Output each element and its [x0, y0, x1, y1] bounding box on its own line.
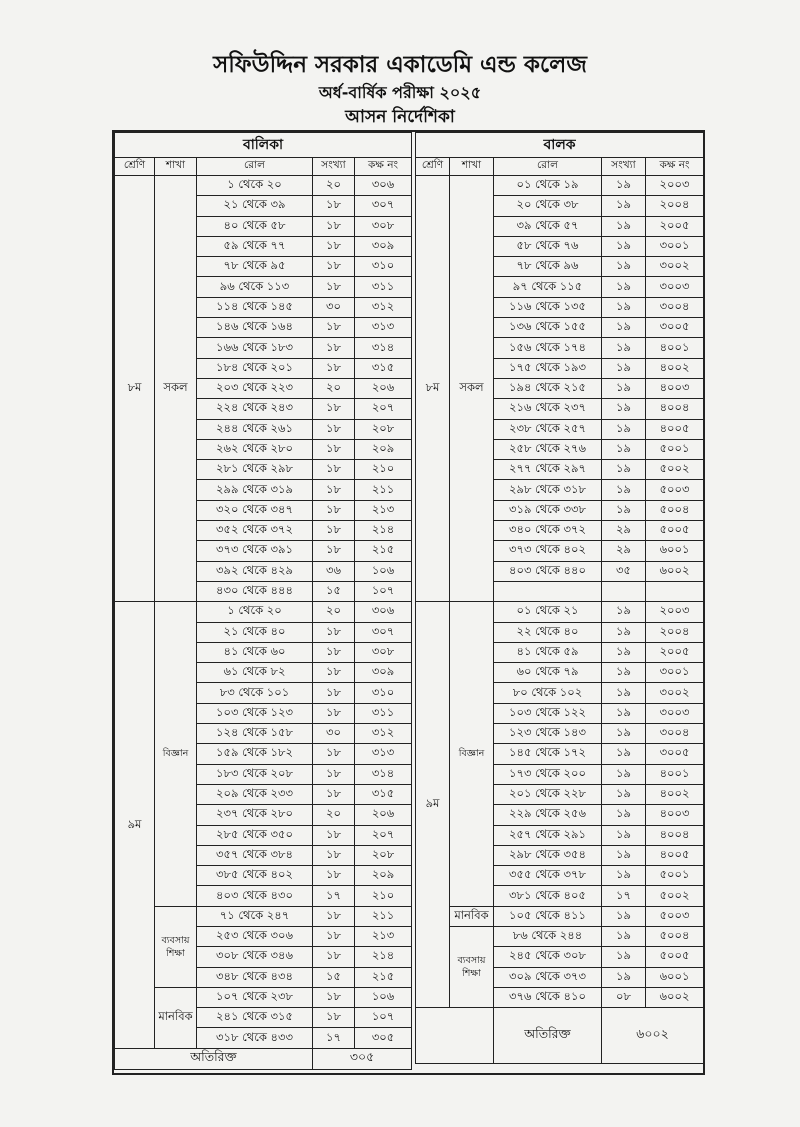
table-row [115, 602, 412, 622]
room-cell: ৫০০৩ [646, 480, 704, 500]
count-cell: ১৭ [313, 886, 355, 906]
roll-range-cell: ৩৫৫ থেকে ৩৭৮ [494, 866, 602, 886]
room-cell: ৪০০২ [646, 784, 704, 804]
room-cell: ২০৮ [355, 845, 412, 865]
room-cell: ৩১০ [355, 257, 412, 277]
room-cell: ২১৩ [355, 926, 412, 946]
count-cell: ১৯ [602, 500, 646, 520]
roll-range-cell: ৭৮ থেকে ৯৬ [494, 257, 602, 277]
count-cell: ১৯ [602, 439, 646, 459]
count-cell: ১৯ [602, 744, 646, 764]
col-header-count: সংখ্যা [602, 158, 646, 176]
room-cell: ৪০০১ [646, 764, 704, 784]
roll-range-cell: ৭১ থেকে ২৪৭ [197, 906, 313, 926]
room-cell: ৫০০২ [646, 460, 704, 480]
room-cell: ৩০০১ [646, 663, 704, 683]
branch-cell: বিজ্ঞান [450, 602, 494, 906]
roll-range-cell: ২৮১ থেকে ২৯৮ [197, 460, 313, 480]
room-cell: ৬০০২ [646, 561, 704, 581]
count-cell: ১৯ [602, 216, 646, 236]
count-cell: ১৮ [313, 257, 355, 277]
count-cell: ৩৫ [602, 561, 646, 581]
extra-row [416, 1008, 704, 1064]
roll-range-cell: ৮৬ থেকে ২৪৪ [494, 926, 602, 946]
count-cell: ১৮ [313, 947, 355, 967]
roll-range-cell: ৪০৩ থেকে ৪৩০ [197, 886, 313, 906]
room-cell: ৩০৬ [355, 602, 412, 622]
roll-range-cell: ২৩৮ থেকে ২৫৭ [494, 419, 602, 439]
count-cell: ১৯ [602, 642, 646, 662]
room-cell: ৪০০৪ [646, 399, 704, 419]
roll-range-cell: ১০৩ থেকে ১২২ [494, 703, 602, 723]
count-cell: ৩৬ [313, 561, 355, 581]
branch-cell: বিজ্ঞান [155, 602, 197, 906]
room-cell: ২০৯ [355, 439, 412, 459]
count-cell: ১৮ [313, 541, 355, 561]
roll-range-cell: ২২৯ থেকে ২৫৬ [494, 805, 602, 825]
institution-name: সফিউদ্দিন সরকার একাডেমি এন্ড কলেজ [213, 52, 587, 78]
room-cell: ২০০৫ [646, 216, 704, 236]
branch-cell: ব্যবসায় শিক্ষা [450, 926, 494, 1007]
roll-range-cell: ০১ থেকে ১৯ [494, 176, 602, 196]
extra-room: ৬০০২ [602, 1008, 704, 1064]
room-cell: ৩০৭ [355, 622, 412, 642]
roll-range-cell: ৯৭ থেকে ১১৫ [494, 277, 602, 297]
count-cell: ১৯ [602, 784, 646, 804]
count-cell: ১৯ [602, 663, 646, 683]
roll-range-cell: ৩৭৩ থেকে ৩৯১ [197, 541, 313, 561]
roll-range-cell: ৩৮১ থেকে ৪০৫ [494, 886, 602, 906]
table-row [115, 176, 412, 196]
room-cell: ২১৩ [355, 500, 412, 520]
room-cell: ৫০০৪ [646, 500, 704, 520]
count-cell: ২০ [313, 378, 355, 398]
roll-range-cell: ৫৮ থেকে ৭৬ [494, 236, 602, 256]
col-header-count: সংখ্যা [313, 158, 355, 176]
room-cell: ৩০৯ [355, 236, 412, 256]
room-cell: ২১১ [355, 480, 412, 500]
count-cell: ২৯ [602, 541, 646, 561]
roll-range-cell: ৩০৯ থেকে ৩৭৩ [494, 967, 602, 987]
room-cell: ১০৬ [355, 561, 412, 581]
roll-range-cell: ৪১ থেকে ৫৯ [494, 642, 602, 662]
count-cell: ১৮ [313, 866, 355, 886]
room-cell: ১০৬ [355, 987, 412, 1007]
col-header-roll: রোল [494, 158, 602, 176]
room-cell: ২০৭ [355, 399, 412, 419]
room-cell: ২০৬ [355, 805, 412, 825]
count-cell: ১৮ [313, 521, 355, 541]
roll-range-cell: ৩৭৩ থেকে ৪০২ [494, 541, 602, 561]
room-cell: ১০৭ [355, 581, 412, 601]
room-cell: ২১১ [355, 906, 412, 926]
count-cell: ২০ [313, 176, 355, 196]
table-row [115, 987, 412, 1007]
room-cell: ৩০৮ [355, 642, 412, 662]
col-header-room: কক্ষ নং [646, 158, 704, 176]
roll-range-cell [494, 581, 602, 601]
roll-range-cell: ২০১ থেকে ২২৮ [494, 784, 602, 804]
col-header-branch: শাখা [450, 158, 494, 176]
count-cell: ১৯ [602, 683, 646, 703]
room-cell: ৫০০৫ [646, 521, 704, 541]
room-cell: ৩১১ [355, 277, 412, 297]
roll-range-cell: ১৮৩ থেকে ২০৮ [197, 764, 313, 784]
roll-range-cell: ৪১ থেকে ৬০ [197, 642, 313, 662]
roll-range-cell: ২৭৭ থেকে ২৯৭ [494, 460, 602, 480]
roll-range-cell: ৩৪৮ থেকে ৪৩৪ [197, 967, 313, 987]
document-title: আসন নির্দেশিকা [345, 107, 455, 127]
room-cell: ২০০৩ [646, 176, 704, 196]
roll-range-cell: ১৫৯ থেকে ১৮২ [197, 744, 313, 764]
room-cell: ৫০০৩ [646, 906, 704, 926]
branch-cell: মানবিক [450, 906, 494, 926]
room-cell: ৩১৩ [355, 318, 412, 338]
room-cell: ৩১২ [355, 297, 412, 317]
count-cell: ১৯ [602, 460, 646, 480]
count-cell: ১৮ [313, 926, 355, 946]
girls-title: বালিকা [115, 133, 412, 158]
roll-range-cell: ২৯৮ থেকে ৩১৮ [494, 480, 602, 500]
roll-range-cell: ২৪৫ থেকে ৩০৮ [494, 947, 602, 967]
extra-label: অতিরিক্ত [494, 1008, 602, 1064]
count-cell: ১৯ [602, 845, 646, 865]
count-cell: ১৯ [602, 967, 646, 987]
count-cell: ১৯ [602, 926, 646, 946]
room-cell: ২০৮ [355, 419, 412, 439]
count-cell: ২০ [313, 602, 355, 622]
roll-range-cell: ১৩৬ থেকে ১৫৫ [494, 318, 602, 338]
room-cell: ৫০০১ [646, 866, 704, 886]
count-cell: ১৮ [313, 399, 355, 419]
count-cell: ১৮ [313, 683, 355, 703]
roll-range-cell: ২১ থেকে ৪০ [197, 622, 313, 642]
count-cell: ১৮ [313, 764, 355, 784]
room-cell: ৩০০৩ [646, 277, 704, 297]
count-cell: ১৮ [313, 703, 355, 723]
roll-range-cell: ১৪৫ থেকে ১৭২ [494, 744, 602, 764]
roll-range-cell: ১১৪ থেকে ১৪৫ [197, 297, 313, 317]
count-cell: ১৮ [313, 906, 355, 926]
count-cell: ১৮ [313, 845, 355, 865]
roll-range-cell: ২০৩ থেকে ২২৩ [197, 378, 313, 398]
roll-range-cell: ৯৬ থেকে ১১৩ [197, 277, 313, 297]
room-cell: ৩০৮ [355, 216, 412, 236]
roll-range-cell: ৩১৯ থেকে ৩৩৮ [494, 500, 602, 520]
extra-row [115, 1048, 412, 1069]
room-cell: ২০০৪ [646, 622, 704, 642]
roll-range-cell: ১১৬ থেকে ১৩৫ [494, 297, 602, 317]
roll-range-cell: ২৮৫ থেকে ৩৫০ [197, 825, 313, 845]
room-cell: ১০৭ [355, 1008, 412, 1028]
count-cell: ১৮ [313, 784, 355, 804]
roll-range-cell: ২২ থেকে ৪০ [494, 622, 602, 642]
count-cell: ১৫ [313, 967, 355, 987]
count-cell [602, 581, 646, 601]
count-cell: ১৯ [602, 480, 646, 500]
room-cell: ২১৪ [355, 521, 412, 541]
room-cell: ৪০০৪ [646, 825, 704, 845]
roll-range-cell: ৩৯ থেকে ৫৭ [494, 216, 602, 236]
count-cell: ০৮ [602, 987, 646, 1007]
room-cell: ২১৫ [355, 967, 412, 987]
branch-cell: সকল [155, 176, 197, 602]
room-cell: ৫০০২ [646, 886, 704, 906]
room-cell: ৩১৪ [355, 764, 412, 784]
count-cell: ৩০ [313, 297, 355, 317]
exam-title: অর্ধ-বার্ষিক পরীক্ষা ২০২৫ [318, 83, 482, 102]
count-cell: ১৮ [313, 622, 355, 642]
room-cell: ৩০০৪ [646, 297, 704, 317]
roll-range-cell: ১০৫ থেকে ৪১১ [494, 906, 602, 926]
count-cell: ১৯ [602, 358, 646, 378]
count-cell: ৩০ [313, 724, 355, 744]
class-cell: ৮ম [115, 176, 155, 602]
count-cell: ১৮ [313, 642, 355, 662]
count-cell: ১৯ [602, 602, 646, 622]
roll-range-cell: ৪০৩ থেকে ৪৪০ [494, 561, 602, 581]
room-cell: ৩১০ [355, 683, 412, 703]
room-cell: ৪০০২ [646, 358, 704, 378]
count-cell: ১৯ [602, 622, 646, 642]
room-cell: ৬০০২ [646, 987, 704, 1007]
count-cell: ২৯ [602, 521, 646, 541]
roll-range-cell: ২৯৮ থেকে ৩৫৪ [494, 845, 602, 865]
count-cell: ১৯ [602, 318, 646, 338]
roll-range-cell: ১৭৩ থেকে ২০০ [494, 764, 602, 784]
roll-range-cell: ১০৩ থেকে ১২৩ [197, 703, 313, 723]
room-cell: ২০৯ [355, 866, 412, 886]
col-header-branch: শাখা [155, 158, 197, 176]
roll-range-cell: ২৩৭ থেকে ২৮০ [197, 805, 313, 825]
count-cell: ১৮ [313, 216, 355, 236]
room-cell: ৫০০৫ [646, 947, 704, 967]
room-cell: ৩০০৫ [646, 318, 704, 338]
roll-range-cell: ৬১ থেকে ৮২ [197, 663, 313, 683]
room-cell: ৫০০১ [646, 439, 704, 459]
room-cell: ২০০৩ [646, 602, 704, 622]
col-header-class: শ্রেণি [115, 158, 155, 176]
roll-range-cell: ২৬২ থেকে ২৮০ [197, 439, 313, 459]
room-cell: ৪০০৩ [646, 378, 704, 398]
roll-range-cell: ২৫৩ থেকে ৩০৬ [197, 926, 313, 946]
room-cell: ২০০৪ [646, 196, 704, 216]
room-cell: ৪০০১ [646, 338, 704, 358]
class-cell: ৮ম [416, 176, 450, 602]
room-cell: ২১০ [355, 460, 412, 480]
roll-range-cell: ২৫৮ থেকে ২৭৬ [494, 439, 602, 459]
count-cell: ১৯ [602, 866, 646, 886]
roll-range-cell: ৩৪০ থেকে ৩৭২ [494, 521, 602, 541]
room-cell: ৩০০১ [646, 236, 704, 256]
count-cell: ১৯ [602, 277, 646, 297]
count-cell: ১৯ [602, 176, 646, 196]
roll-range-cell: ১২৪ থেকে ১৫৮ [197, 724, 313, 744]
table-row [416, 926, 704, 946]
count-cell: ১৮ [313, 987, 355, 1007]
roll-range-cell: ০১ থেকে ২১ [494, 602, 602, 622]
room-cell: ৩১৫ [355, 358, 412, 378]
count-cell: ১৯ [602, 906, 646, 926]
class-cell: ৯ম [416, 602, 450, 1008]
roll-range-cell: ২০৯ থেকে ২৩৩ [197, 784, 313, 804]
roll-range-cell: ৩৫৭ থেকে ৩৮৪ [197, 845, 313, 865]
count-cell: ১৮ [313, 460, 355, 480]
room-cell: ৩০৯ [355, 663, 412, 683]
room-cell [646, 581, 704, 601]
roll-range-cell: ৩৮৫ থেকে ৪০২ [197, 866, 313, 886]
count-cell: ১৯ [602, 764, 646, 784]
roll-range-cell: ৪৩০ থেকে ৪৪৪ [197, 581, 313, 601]
roll-range-cell: ২২৪ থেকে ২৪৩ [197, 399, 313, 419]
count-cell: ১৮ [313, 318, 355, 338]
roll-range-cell: ১ থেকে ২০ [197, 602, 313, 622]
count-cell: ১৯ [602, 378, 646, 398]
room-cell: ৩০০৩ [646, 703, 704, 723]
room-cell: ৩১১ [355, 703, 412, 723]
count-cell: ১৮ [313, 500, 355, 520]
roll-range-cell: ২৪১ থেকে ৩১৫ [197, 1008, 313, 1028]
roll-range-cell: ২১ থেকে ৩৯ [197, 196, 313, 216]
room-cell: ২১৪ [355, 947, 412, 967]
table-row [416, 602, 704, 622]
roll-range-cell: ৮৩ থেকে ১০১ [197, 683, 313, 703]
room-cell: ৩১৩ [355, 744, 412, 764]
room-cell: ৫০০৪ [646, 926, 704, 946]
roll-range-cell: ২৯৯ থেকে ৩১৯ [197, 480, 313, 500]
count-cell: ১৮ [313, 196, 355, 216]
count-cell: ১৯ [602, 703, 646, 723]
count-cell: ১৯ [602, 825, 646, 845]
count-cell: ১৮ [313, 419, 355, 439]
roll-range-cell: ৩৯২ থেকে ৪২৯ [197, 561, 313, 581]
room-cell: ৩০৭ [355, 196, 412, 216]
room-cell: ৩০০২ [646, 257, 704, 277]
boys-seat-table [415, 132, 704, 1064]
count-cell: ১৮ [313, 236, 355, 256]
roll-range-cell: ১০৭ থেকে ২৩৮ [197, 987, 313, 1007]
count-cell: ১৯ [602, 257, 646, 277]
count-cell: ১৯ [602, 419, 646, 439]
count-cell: ১৯ [602, 236, 646, 256]
roll-range-cell: ৮০ থেকে ১০২ [494, 683, 602, 703]
count-cell: ২০ [313, 805, 355, 825]
count-cell: ১৮ [313, 358, 355, 378]
room-cell: ৪০০৫ [646, 419, 704, 439]
class-cell: ৯ম [115, 602, 155, 1049]
extra-room: ৩০৫ [313, 1048, 412, 1069]
roll-range-cell: ১৪৬ থেকে ১৬৪ [197, 318, 313, 338]
count-cell: ১৫ [313, 581, 355, 601]
count-cell: ১৯ [602, 399, 646, 419]
roll-range-cell: ২৫৭ থেকে ২৯১ [494, 825, 602, 845]
roll-range-cell: ১ থেকে ২০ [197, 176, 313, 196]
boys-title: বালক [416, 133, 704, 158]
col-header-class: শ্রেণি [416, 158, 450, 176]
roll-range-cell: ৩৫২ থেকে ৩৭২ [197, 521, 313, 541]
room-cell: ৩০৬ [355, 176, 412, 196]
count-cell: ১৯ [602, 947, 646, 967]
count-cell: ১৭ [313, 1028, 355, 1048]
room-cell: ২০৬ [355, 378, 412, 398]
room-cell: ৬০০১ [646, 967, 704, 987]
roll-range-cell: ২০ থেকে ৩৮ [494, 196, 602, 216]
count-cell: ১৯ [602, 805, 646, 825]
roll-range-cell: ২৪৪ থেকে ২৬১ [197, 419, 313, 439]
col-header-roll: রোল [197, 158, 313, 176]
room-cell: ৩০৫ [355, 1028, 412, 1048]
table-row [115, 906, 412, 926]
room-cell: ৪০০৩ [646, 805, 704, 825]
count-cell: ১৮ [313, 480, 355, 500]
room-cell: ৬০০১ [646, 541, 704, 561]
roll-range-cell: ১৯৪ থেকে ২১৫ [494, 378, 602, 398]
room-cell: ৩১২ [355, 724, 412, 744]
count-cell: ১৮ [313, 439, 355, 459]
count-cell: ১৯ [602, 338, 646, 358]
count-cell: ১৯ [602, 297, 646, 317]
count-cell: ১৯ [602, 196, 646, 216]
roll-range-cell: ১৫৬ থেকে ১৭৪ [494, 338, 602, 358]
branch-cell: মানবিক [155, 987, 197, 1048]
roll-range-cell: ১২৩ থেকে ১৪৩ [494, 724, 602, 744]
roll-range-cell: ১৬৬ থেকে ১৮৩ [197, 338, 313, 358]
room-cell: ২১০ [355, 886, 412, 906]
room-cell: ৩১৫ [355, 784, 412, 804]
count-cell: ১৮ [313, 744, 355, 764]
col-header-room: কক্ষ নং [355, 158, 412, 176]
room-cell: ২১৫ [355, 541, 412, 561]
branch-cell: সকল [450, 176, 494, 602]
table-row [416, 176, 704, 196]
roll-range-cell: ১৭৫ থেকে ১৯৩ [494, 358, 602, 378]
count-cell: ১৭ [602, 886, 646, 906]
blank-cell [416, 1008, 494, 1064]
roll-range-cell: ৩২০ থেকে ৩৪৭ [197, 500, 313, 520]
room-cell: ৩১৪ [355, 338, 412, 358]
count-cell: ১৮ [313, 825, 355, 845]
roll-range-cell: ৩০৮ থেকে ৩৪৬ [197, 947, 313, 967]
roll-range-cell: ৩১৮ থেকে ৪৩৩ [197, 1028, 313, 1048]
roll-range-cell: ৫৯ থেকে ৭৭ [197, 236, 313, 256]
room-cell: ৩০০২ [646, 683, 704, 703]
girls-seat-table [114, 132, 412, 1070]
extra-label: অতিরিক্ত [115, 1048, 313, 1069]
count-cell: ১৯ [602, 724, 646, 744]
roll-range-cell: ৭৮ থেকে ৯৫ [197, 257, 313, 277]
branch-cell: ব্যবসায় শিক্ষা [155, 906, 197, 987]
roll-range-cell: ৪০ থেকে ৫৮ [197, 216, 313, 236]
table-row [416, 906, 704, 926]
room-cell: ৩০০৪ [646, 724, 704, 744]
room-cell: ২০৭ [355, 825, 412, 845]
room-cell: ২০০৫ [646, 642, 704, 662]
count-cell: ১৮ [313, 663, 355, 683]
room-cell: ৩০০৫ [646, 744, 704, 764]
count-cell: ১৮ [313, 338, 355, 358]
roll-range-cell: ১৮৪ থেকে ২০১ [197, 358, 313, 378]
roll-range-cell: ৩৭৬ থেকে ৪১০ [494, 987, 602, 1007]
roll-range-cell: ৬০ থেকে ৭৯ [494, 663, 602, 683]
roll-range-cell: ২১৬ থেকে ২৩৭ [494, 399, 602, 419]
room-cell: ৪০০৫ [646, 845, 704, 865]
count-cell: ১৮ [313, 1008, 355, 1028]
count-cell: ১৮ [313, 277, 355, 297]
